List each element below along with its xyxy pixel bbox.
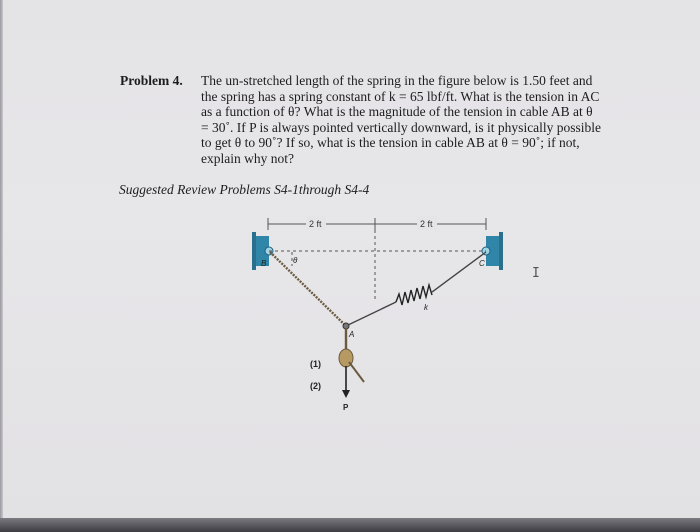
load-arrow-p — [342, 366, 350, 398]
bottom-bar — [0, 518, 700, 532]
dimension-right-label: 2 ft — [420, 219, 433, 229]
text-cursor-icon: I — [532, 266, 540, 281]
cable-spring-to-c — [432, 252, 486, 292]
problem-line: to get θ to 90˚? If so, what is the tension in cable AB at θ = 90˚; if not, — [201, 135, 580, 151]
label-c: C — [479, 259, 485, 268]
problem-line: explain why not? — [201, 150, 294, 166]
problem-line: The un-stretched length of the spring in the figure below is 1.50 feet and — [201, 73, 593, 88]
spring — [396, 285, 432, 305]
problem-line: = 30˚. If P is always pointed vertically downward, is it physically possible — [201, 119, 602, 135]
cable-ac — [346, 302, 396, 326]
label-theta: θ — [293, 256, 298, 265]
label-segment-2: (2) — [310, 381, 321, 391]
label-b: B — [261, 259, 267, 268]
suggested-review: Suggested Review Problems S4-1through S4-4 — [119, 182, 370, 197]
dimension-left-label: 2 ft — [309, 219, 322, 229]
label-segment-1: (1) — [310, 359, 321, 369]
label-p: P — [343, 403, 349, 412]
problem-line: as a function of θ? What is the magnitude of the tension in cable AB at θ — [201, 104, 593, 120]
dimension-line — [268, 218, 486, 230]
problem-line: the spring has a spring constant of k = 65 lbf/ft. What is the tension in AC — [201, 88, 600, 104]
cable-ab — [270, 252, 346, 326]
label-a: A — [349, 330, 355, 339]
problem-label: Problem 4. — [120, 73, 183, 88]
reference-lines — [269, 230, 486, 300]
label-k: k — [424, 303, 428, 312]
